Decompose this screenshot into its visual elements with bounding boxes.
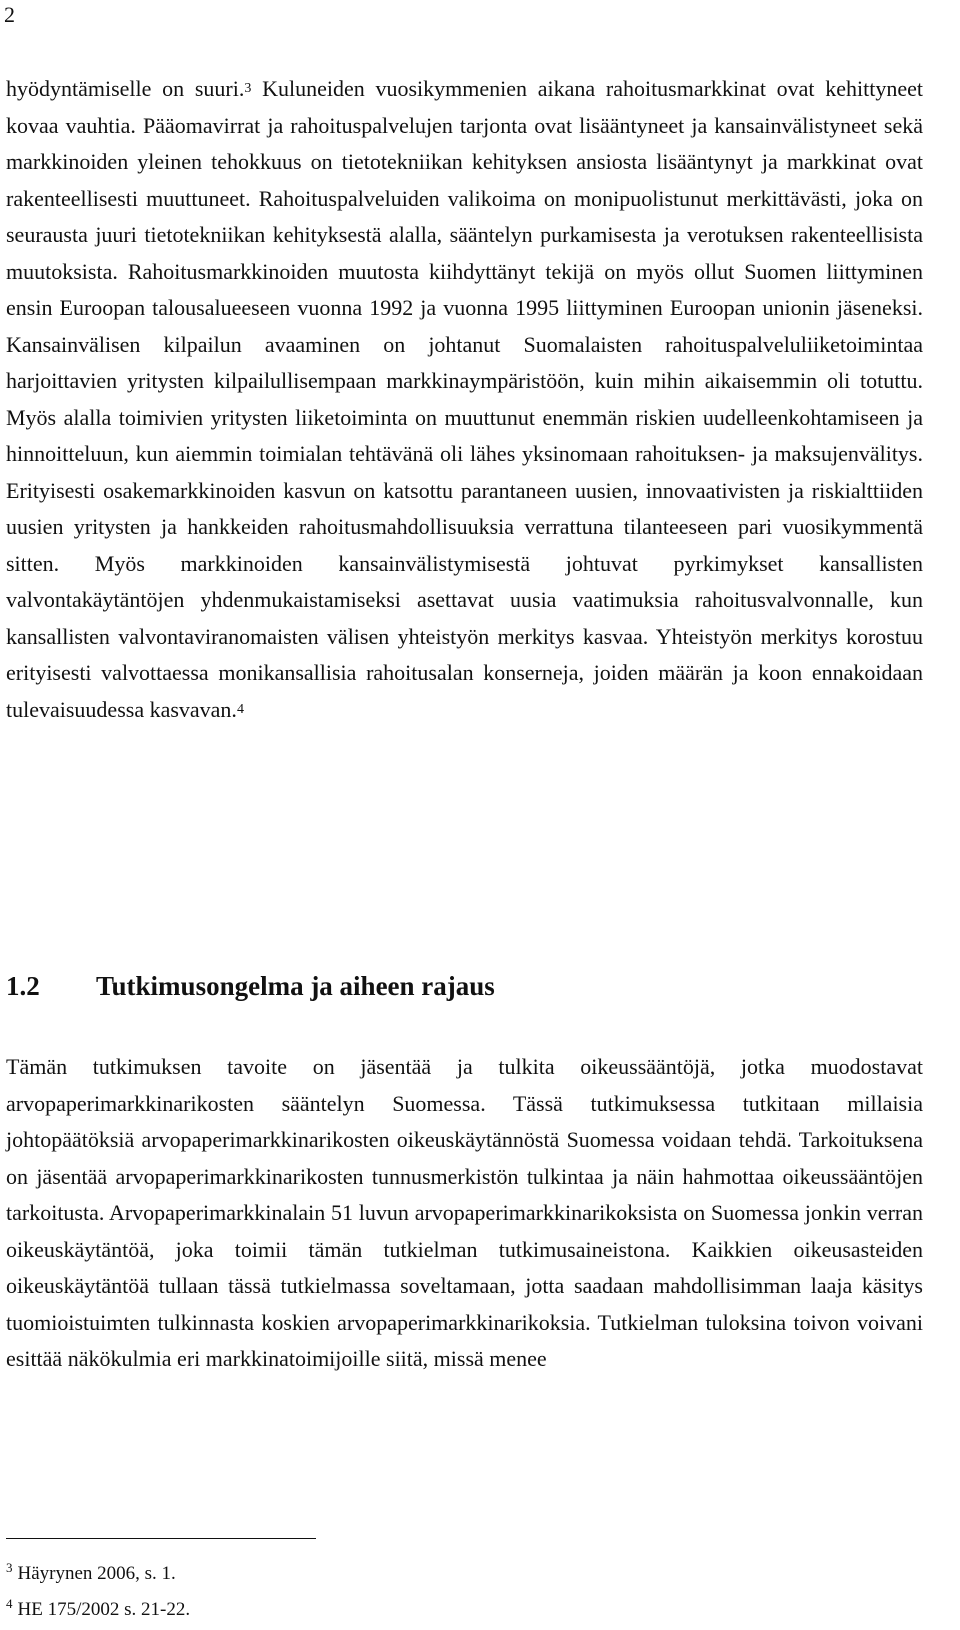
section-number: 1.2 — [6, 971, 40, 1001]
footnote-text: HE 175/2002 s. 21-22. — [17, 1599, 191, 1620]
body-paragraph-2 — [6, 1049, 923, 1378]
body-paragraph-1 — [6, 71, 923, 728]
footnote-reference: 3 — [244, 81, 252, 96]
footnote-separator — [6, 1538, 316, 1539]
paragraph-text: Tämän tutkimuksen tavoite on jäsentää ja tulkita oikeussääntöjä, jotka muodostavat arvopaperimarkkinarikosten sääntelyn Suomessa. Tässä tutkimuksessa tutkitaan millaisia johtopäätöksiä arvopaperimarkkinarikosten oikeuskäytännöstä Suomessa voidaan tehdä. Tarkoituksena on jäsentää arvopaperimarkkinarikosten tunnusmerkistön tulkintaa ja näin hahmottaa oikeussääntöjen tarkoitusta. Arvopaperimarkkinalain 51 luvun arvopaperimarkkinarikoksista on Suomessa jonkin verran oikeuskäytäntöä, joka toimii tämän tutkielman tutkimusaineistona. Kaikkien oikeusasteiden oikeuskäytäntöä tullaan tässä tutkielmassa soveltamaan, jotta saadaan mahdollisimman laaja käsitys tuomioistuimten tulkinnasta koskien arvopaperimarkkinarikoksia. Tutkielman tuloksina toivon voivani esittää näkökulmia eri markkinatoimijoille siitä, missä menee — [6, 1054, 923, 1371]
footnote-item — [6, 1556, 190, 1592]
section-title: Tutkimusongelma ja aiheen rajaus — [96, 971, 495, 1001]
footnote-reference: 4 — [236, 701, 244, 717]
page-number: 2 — [4, 2, 15, 27]
paragraph-text: Kuluneiden vuosikymmenien aikana rahoitusmarkkinat ovat kehittyneet kovaa vauhtia. Pääomavirrat ja rahoituspalvelujen tarjonta ovat lisääntyneet ja kansainvälistyneet sekä markkinoiden yleinen tehokkuus on tietotekniikan kehityksen ansiosta lisääntynyt ja markkinat ovat rakenteellisesti muuttuneet. Rahoituspalveluiden valikoima on monipuolistunut merkittävästi, joka on seurausta juuri tietotekniikan kehityksestä alalla, sääntelyn purkamisesta ja verotuksen rakenteellisista muutoksista. Rahoitusmarkkinoiden muutosta kiihdyttänyt tekijä on myös ollut Suomen liittyminen ensin Euroopan talousalueeseen vuonna 1992 ja vuonna 1995 liittyminen Euroopan unionin jäseneksi. Kansainvälisen kilpailun avaaminen on johtanut Suomalaisten rahoituspalveluliiketoimintaa harjoittavien yritysten kilpailullisempaan markkinaympäristöön, kuin mihin aikaisemmin oli totuttu. Myös alalla toimivien yritysten liiketoiminta on muuttunut enemmän riskien uudelleenkohtamiseen ja hinnoitteluun, kun aiemmin toimialan tehtävänä oli lähes yksinomaan rahoituksen- ja maksujenvälitys. Erityisesti osakemarkkinoiden kasvun on katsottu parantaneen uusien, innovaativisten ja riskialttiiden uusien yritysten ja hankkeiden rahoitusmahdollisuuksia verrattuna tilanteeseen pari vuosikymmentä sitten. Myös markkinoiden kansainvälistymisestä johtuvat pyrkimykset kansallisten valvontakäytäntöjen yhdenmukaistamiseksi asettavat uusia vaatimuksia rahoitusvalvonnalle, kun kansallisten valvontaviranomaisten välisen yhteistyön merkitys kasvaa. Yhteistyön merkitys korostuu erityisesti valvottaessa monikansallisia rahoitusalan konserneja, joiden määrän ja koon ennakoidaan tulevaisuudessa kasvavan. — [6, 76, 923, 722]
section-heading — [6, 968, 495, 1004]
footnote-number: 3 — [6, 1560, 13, 1575]
footnote-item — [6, 1592, 190, 1628]
footnote-text: Häyrynen 2006, s. 1. — [17, 1563, 176, 1584]
footnote-number: 4 — [6, 1596, 13, 1611]
footnotes — [6, 1556, 190, 1628]
paragraph-text: hyödyntämiselle on suuri. — [6, 76, 245, 101]
